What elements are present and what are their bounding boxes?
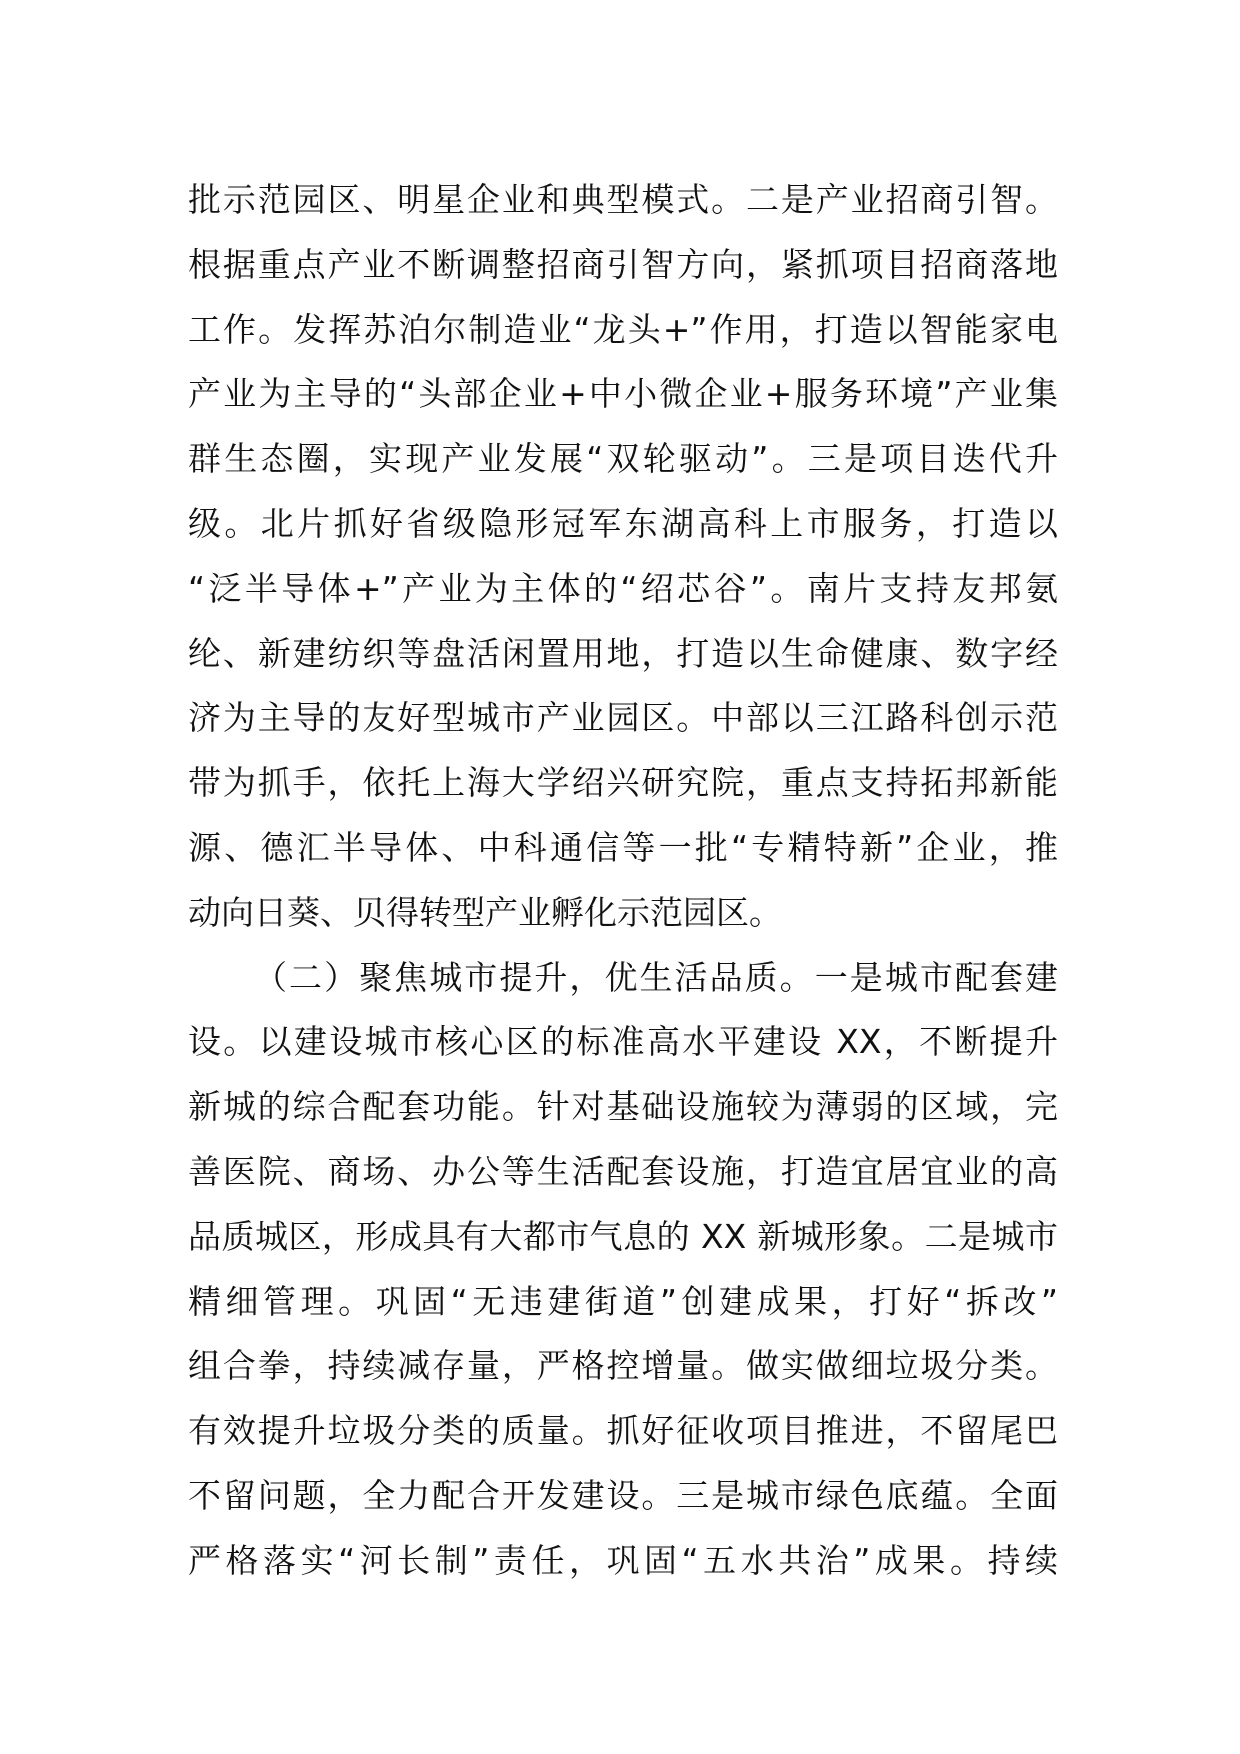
text-line: 群生态圈，实现产业发展“双轮驱动”。三是项目迭代升 bbox=[188, 439, 1058, 479]
text-line: 纶、新建纺织等盘活闲置用地，打造以生命健康、数字经 bbox=[188, 633, 1058, 673]
paragraph-end-line: 动向日葵、贝得转型产业孵化示范园区。 bbox=[188, 892, 782, 932]
text-line: 源、德汇半导体、中科通信等一批“专精特新”企业，推 bbox=[188, 827, 1058, 867]
text-line: 善医院、商场、办公等生活配套设施，打造宜居宜业的高 bbox=[188, 1151, 1058, 1191]
text-line: 不留问题，全力配合开发建设。三是城市绿色底蕴。全面 bbox=[188, 1475, 1058, 1515]
text-line: “泛半导体+”产业为主体的“绍芯谷”。南片支持友邦氨 bbox=[188, 568, 1058, 608]
text-line: 产业为主导的“头部企业+中小微企业+服务环境”产业集 bbox=[188, 374, 1058, 414]
text-line: 有效提升垃圾分类的质量。抓好征收项目推进，不留尾巴 bbox=[188, 1411, 1058, 1451]
text-line: 组合拳，持续减存量，严格控增量。做实做细垃圾分类。 bbox=[188, 1346, 1058, 1386]
document-body bbox=[188, 168, 1058, 1594]
text-line: 工作。发挥苏泊尔制造业“龙头+”作用，打造以智能家电 bbox=[188, 309, 1058, 349]
text-line: 根据重点产业不断调整招商引智方向，紧抓项目招商落地 bbox=[188, 244, 1058, 284]
text-line: 新城的综合配套功能。针对基础设施较为薄弱的区域，完 bbox=[188, 1087, 1058, 1127]
text-line: 济为主导的友好型城市产业园区。中部以三江路科创示范 bbox=[188, 698, 1058, 738]
text-line: 品质城区，形成具有大都市气息的 XX 新城形象。二是城市 bbox=[188, 1216, 1058, 1256]
text-line: 精细管理。巩固“无违建街道”创建成果，打好“拆改” bbox=[188, 1281, 1058, 1321]
text-line: 带为抓手，依托上海大学绍兴研究院，重点支持拓邦新能 bbox=[188, 763, 1058, 803]
text-line: 级。北片抓好省级隐形冠军东湖高科上市服务，打造以 bbox=[188, 503, 1058, 543]
text-line: 设。以建设城市核心区的标准高水平建设 XX，不断提升 bbox=[188, 1022, 1058, 1062]
text-line: 严格落实“河长制”责任，巩固“五水共治”成果。持续 bbox=[188, 1540, 1058, 1580]
text-line: 批示范园区、明星企业和典型模式。二是产业招商引智。 bbox=[188, 180, 1058, 219]
section-heading-line: （二）聚焦城市提升，优生活品质。一是城市配套建 bbox=[254, 957, 1058, 997]
